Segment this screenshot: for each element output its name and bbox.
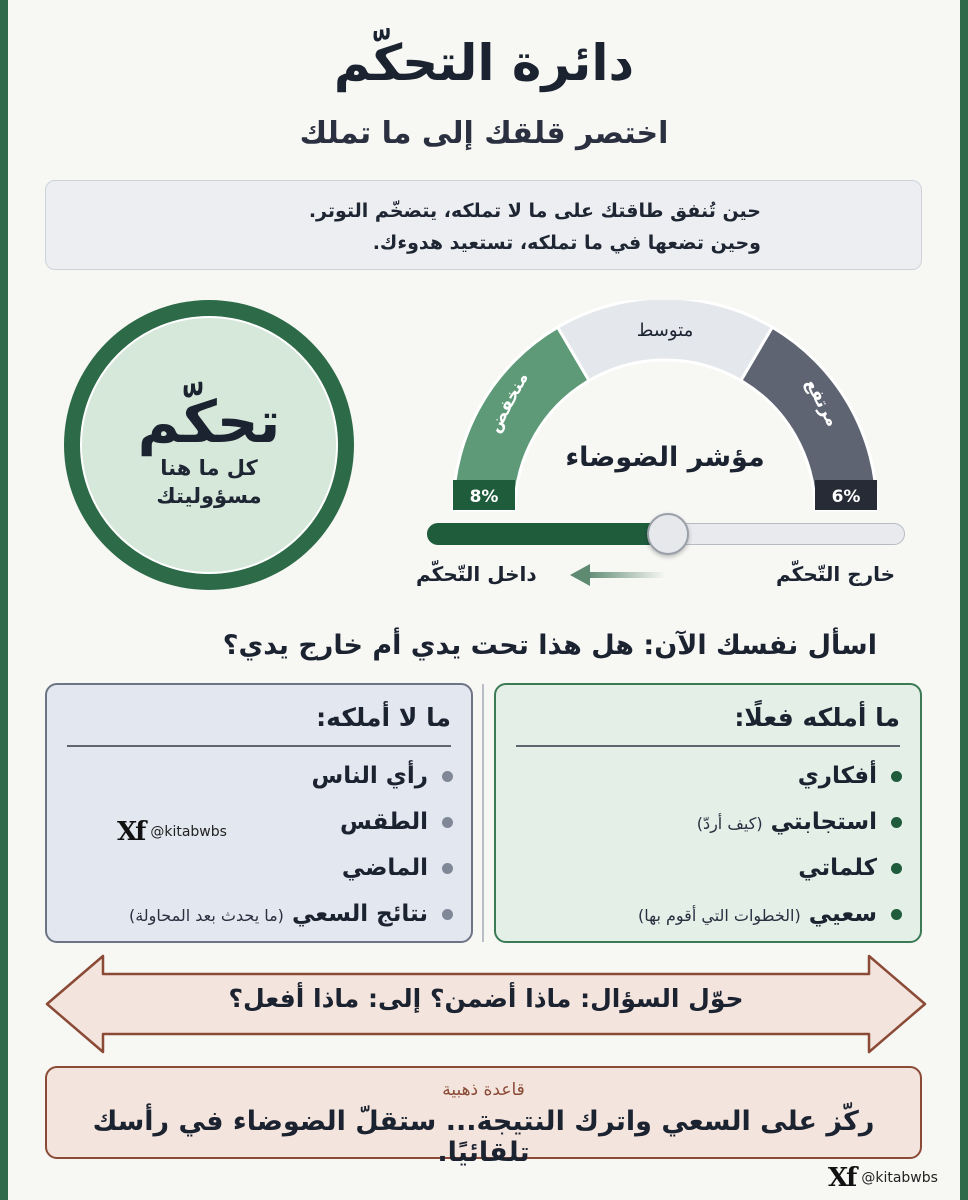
watermark-handle: @kitabwbs: [150, 824, 227, 840]
not-own-panel-list: [59, 763, 453, 947]
control-circle-title: تحكّم: [137, 388, 281, 456]
watermark-footer: [828, 1163, 938, 1193]
watermark-handle: @kitabwbs: [861, 1170, 938, 1186]
list-item-note: (كيف أردّ): [696, 814, 763, 833]
list-item-text: استجابتي: [770, 809, 877, 835]
list-item-note: (الخطوات التي أقوم بها): [637, 906, 801, 925]
list-item-text: رأي الناس: [311, 763, 428, 789]
intro-box: [45, 180, 922, 270]
list-item: [508, 809, 902, 855]
list-item-text: الماضي: [341, 855, 428, 881]
list-item-note: (ما يحدث بعد المحاولة): [128, 906, 284, 925]
control-circle: [64, 300, 354, 590]
golden-rule-label: قاعدة ذهبية: [442, 1080, 525, 1100]
not-own-panel: [45, 683, 473, 943]
gauge-label-mid: متوسط: [636, 320, 694, 341]
control-circle-line-2: مسؤوليتك: [156, 484, 262, 508]
page-title: دائرة التحكّم: [333, 34, 635, 92]
bullet-icon: [891, 817, 902, 828]
slider-label-inside: داخل التّحكّم: [416, 562, 537, 586]
golden-rule-box: [45, 1066, 922, 1168]
list-item-text: الطقس: [340, 809, 428, 835]
bullet-icon: [442, 771, 453, 782]
slider-label-outside: خارج التّحكّم: [776, 562, 896, 586]
bullet-icon: [891, 771, 902, 782]
control-circle-line-1: كل ما هنا: [160, 456, 258, 480]
bullet-icon: [442, 817, 453, 828]
noise-gauge: [425, 300, 905, 535]
control-slider-knob: [647, 513, 689, 555]
list-item: [508, 901, 902, 947]
list-item-text: سعيي: [808, 901, 877, 927]
page-subtitle: اختصر قلقك إلى ما تملك: [299, 116, 669, 151]
list-item-text: كلماتي: [798, 855, 877, 881]
gauge-arc: [425, 300, 905, 535]
list-item: [59, 901, 453, 947]
list-item-text: أفكاري: [797, 763, 877, 789]
intro-line-1: حين تُنفق طاقتك على ما لا تملكه، يتضخّم التوتر.: [308, 200, 761, 222]
list-item: [59, 855, 453, 901]
watermark-logo: Xf: [828, 1163, 856, 1193]
own-panel-list: [508, 763, 902, 947]
watermark-panel: [117, 817, 227, 847]
not-own-panel-heading: ما لا أملكه:: [67, 703, 451, 747]
gauge-label-low: منخفض: [484, 369, 533, 437]
bullet-icon: [891, 863, 902, 874]
list-item-text: نتائج السعي: [291, 901, 428, 927]
control-slider-fill: [427, 523, 677, 545]
banner-text: حوّل السؤال: ماذا أضمن؟ إلى: ماذا أفعل؟: [228, 984, 744, 1013]
gauge-low-value: 8%: [469, 487, 499, 507]
list-item: [508, 763, 902, 809]
bullet-icon: [442, 909, 453, 920]
golden-rule-text: ركّز على السعي واترك النتيجة... ستقلّ الضوضاء في رأسك تلقائيًا.: [92, 1106, 875, 1168]
intro-line-2: وحين تضعها في ما تملكه، تستعيد هدوءك.: [372, 232, 761, 254]
list-item: [508, 855, 902, 901]
bullet-icon: [891, 909, 902, 920]
arrow-left-icon: [570, 562, 665, 588]
bullet-icon: [442, 863, 453, 874]
watermark-logo: Xf: [117, 817, 145, 847]
panel-divider: [482, 684, 484, 942]
list-item: [59, 763, 453, 809]
gauge-high-value: 6%: [831, 487, 861, 507]
own-panel: [494, 683, 922, 943]
gauge-title: مؤشر الضوضاء: [565, 442, 765, 473]
own-panel-heading: ما أملكه فعلًا:: [516, 703, 900, 747]
reflection-question: اسأل نفسك الآن: هل هذا تحت يدي أم خارج يدي؟: [222, 630, 877, 661]
control-circle-inner: [80, 316, 338, 574]
gauge-label-high: مرتفع: [800, 375, 843, 431]
